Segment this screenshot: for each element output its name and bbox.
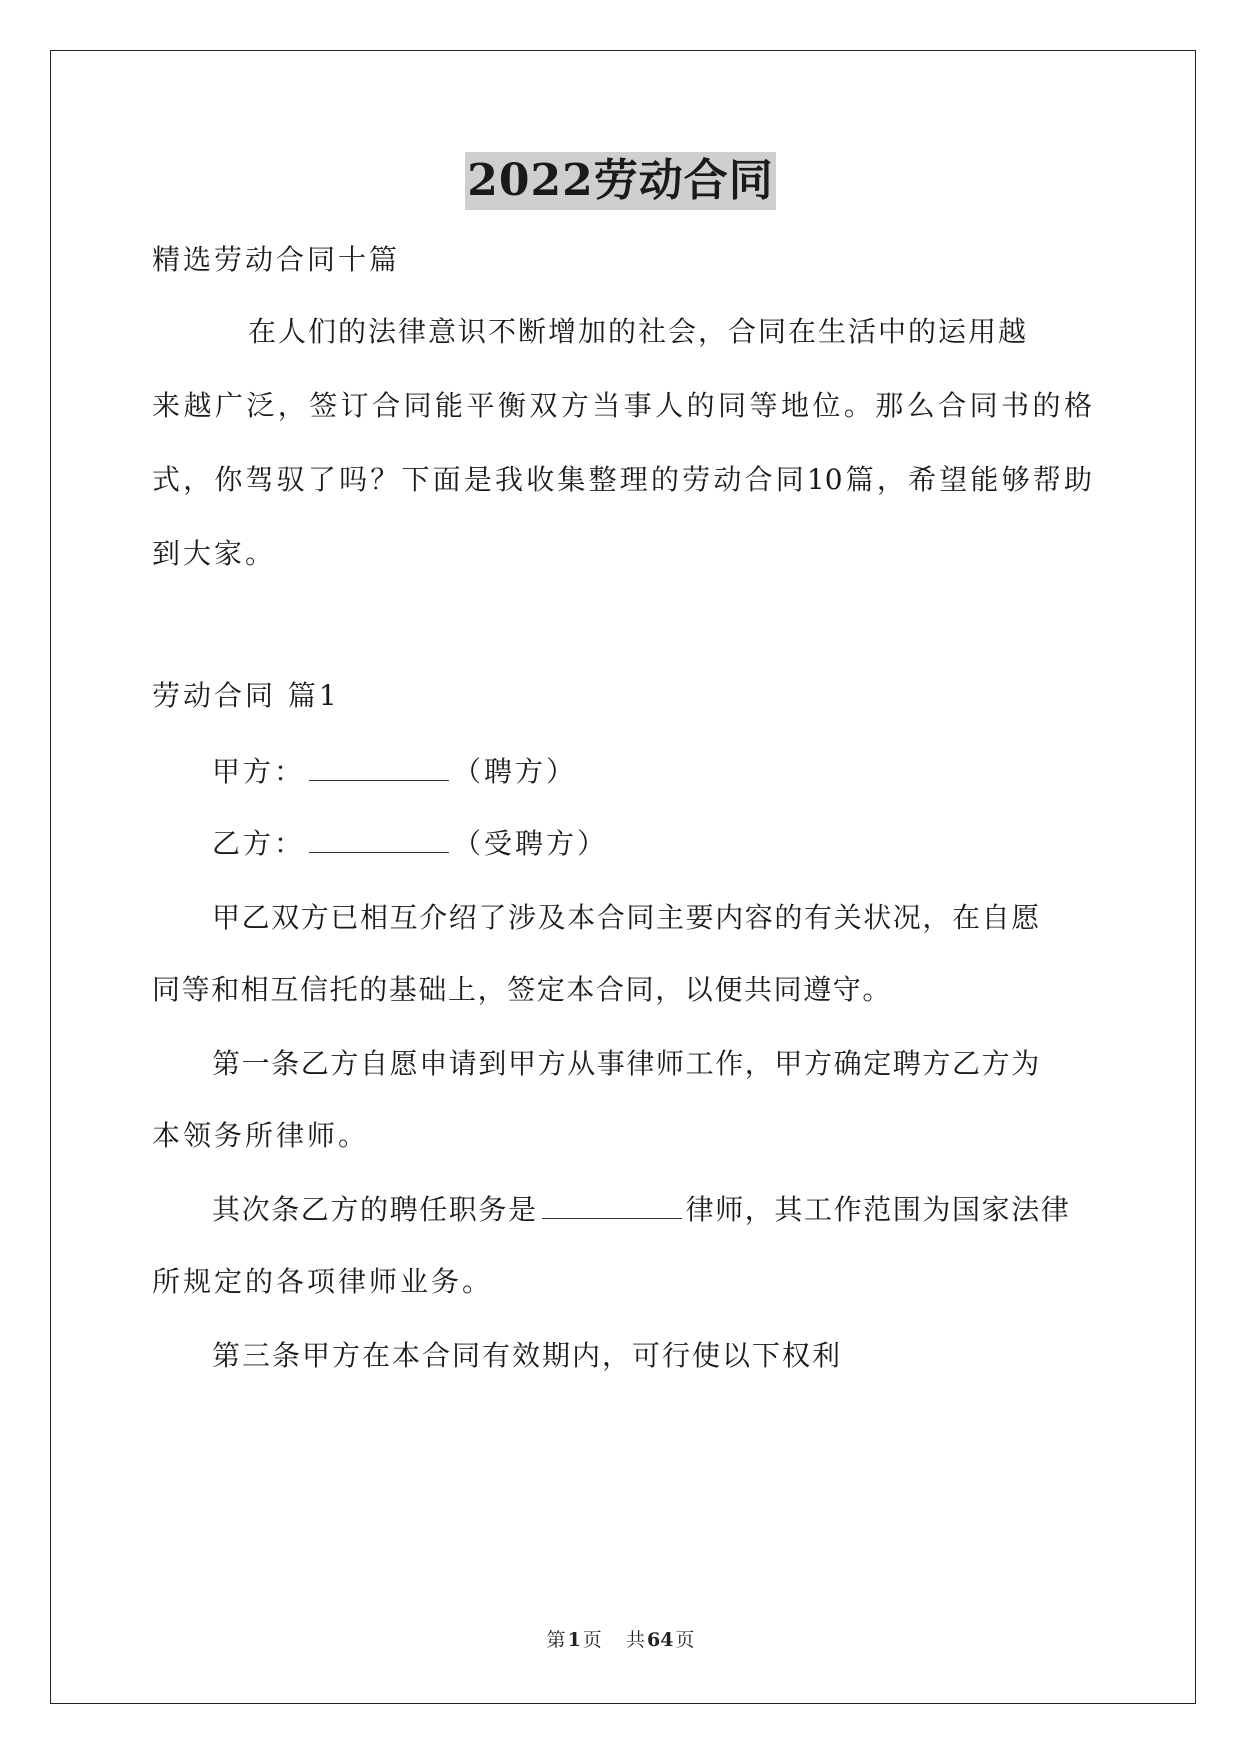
intro-line-4: 到大家。 (152, 537, 277, 570)
document-subtitle: 精选劳动合同十篇 (152, 243, 401, 276)
intro-line-2: 来越广泛，签订合同能平衡双方当事人的同等地位。那么合同书的格 (152, 389, 1092, 422)
article2-blank (542, 1196, 682, 1219)
article3-line-1: 第三条甲方在本合同有效期内，可行使以下权利 (212, 1339, 843, 1372)
article2-text-b: 律师，其工作范围为国家法律 (685, 1193, 1071, 1226)
document-title: 2022劳动合同 (465, 152, 775, 210)
footer-page-current: 1 (567, 1629, 581, 1651)
party-b-label: 乙方： (212, 827, 306, 860)
party-a-label: 甲方： (212, 755, 306, 788)
para1-line-1: 甲乙双方已相互介绍了涉及本合同主要内容的有关状况，在自愿 (212, 901, 1041, 934)
party-a-role: （聘方） (453, 755, 578, 788)
party-a-blank (309, 758, 449, 781)
party-b-blank (309, 830, 449, 853)
footer-page-total: 64 (646, 1629, 674, 1651)
article1-line-2: 本领务所律师。 (152, 1119, 370, 1152)
article2-line-2: 所规定的各项律师业务。 (152, 1265, 494, 1298)
footer-page-mid: 页 共 (582, 1629, 645, 1651)
footer-page-suffix: 页 (675, 1629, 695, 1651)
article2-line-1 (212, 1190, 1070, 1230)
party-b-line (212, 824, 608, 864)
intro-line-3: 式，你驾驭了吗？下面是我收集整理的劳动合同10篇，希望能够帮助 (152, 463, 1092, 496)
para1-line-2: 同等和相互信托的基础上，签定本合同，以便共同遵守。 (152, 973, 893, 1006)
section-heading: 劳动合同 篇1 (152, 679, 340, 712)
page-footer (0, 1628, 1241, 1652)
article2-text-a: 其次条乙方的聘任职务是 (212, 1193, 538, 1226)
intro-line-1: 在人们的法律意识不断增加的社会，合同在生活中的运用越 (248, 315, 1029, 348)
title-container (0, 152, 1241, 210)
party-b-role: （受聘方） (453, 827, 609, 860)
footer-page-prefix: 第 (546, 1629, 566, 1651)
page-border (50, 50, 1196, 1704)
party-a-line (212, 752, 577, 792)
article1-line-1: 第一条乙方自愿申请到甲方从事律师工作，甲方确定聘方乙方为 (212, 1047, 1041, 1080)
